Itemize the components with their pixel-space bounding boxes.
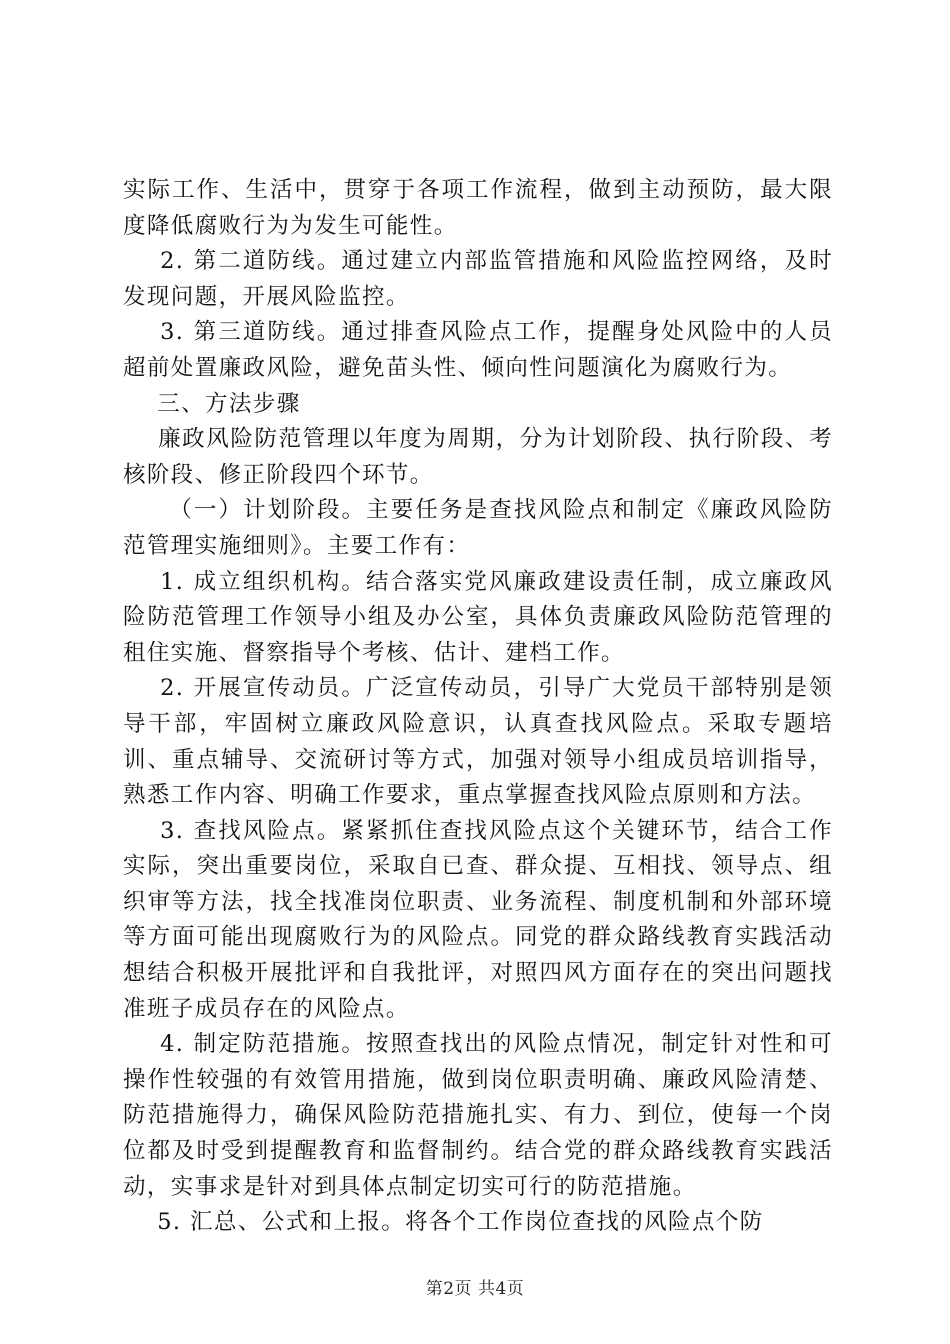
paragraph-find-risk-points: 3. 查找风险点。紧紧抓住查找风险点这个关键环节，结合工作实际，突出重要岗位，采取自已查、群众提、互相找、领导点、组织审等方法，找全找准岗位职责、业务流程、制度机制和外部环境等方面可能出现腐败行为的风险点。同党的群众路线教育实践活动想结合积极开展批评和自我批评，对照四风方面存在的突出问题找准班子成员存在的风险点。 [123, 817, 833, 1022]
section-heading-methods-steps: 三、方法步骤 [123, 390, 301, 417]
page-number-footer: 第2页 共4页 [425, 1279, 525, 1299]
document-body [123, 173, 833, 1241]
paragraph-publicity-mobilization: 2. 开展宣传动员。广泛宣传动员，引导广大党员干部特别是领导干部，牢固树立廉政风险意识，认真查找风险点。采取专题培训、重点辅导、交流研讨等方式，加强对领导小组成员培训指导，熟悉工作内容、明确工作要求，重点掌握查找风险点原则和方法。 [123, 675, 833, 809]
paragraph-management-cycle: 廉政风险防范管理以年度为周期，分为计划阶段、执行阶段、考核阶段、修正阶段四个环节。 [123, 426, 833, 488]
paragraph-establish-organization: 1. 成立组织机构。结合落实党风廉政建设责任制，成立廉政风险防范管理工作领导小组及办公室，具体负责廉政风险防范管理的租住实施、督察指导个考核、估计、建档工作。 [123, 568, 833, 666]
paragraph-second-defense-line: 2. 第二道防线。通过建立内部监管措施和风险监控网络，及时发现问题，开展风险监控。 [123, 248, 833, 310]
paragraph-third-defense-line: 3. 第三道防线。通过排查风险点工作，提醒身处风险中的人员超前处置廉政风险，避免苗头性、倾向性问题演化为腐败行为。 [123, 319, 833, 381]
paragraph-summary-report: 5. 汇总、公式和上报。将各个工作岗位查找的风险点个防 [123, 1209, 764, 1236]
paragraph-prevention-measures: 4. 制定防范措施。按照查找出的风险点情况，制定针对性和可操作性较强的有效管用措施，做到岗位职责明确、廉政风险清楚、防范措施得力，确保风险防范措施扎实、有力、到位，使每一个岗位都及时受到提醒教育和监督制约。结合党的群众路线教育实践活动，实事求是针对到具体点制定切实可行的防范措施。 [123, 1031, 833, 1200]
subsection-heading-planning-stage: （一）计划阶段。主要任务是查找风险点和制定《廉政风险防范管理实施细则》。主要工作有： [123, 497, 833, 559]
paragraph-continuation: 实际工作、生活中，贯穿于各项工作流程，做到主动预防，最大限度降低腐败行为为发生可能性。 [123, 177, 833, 239]
